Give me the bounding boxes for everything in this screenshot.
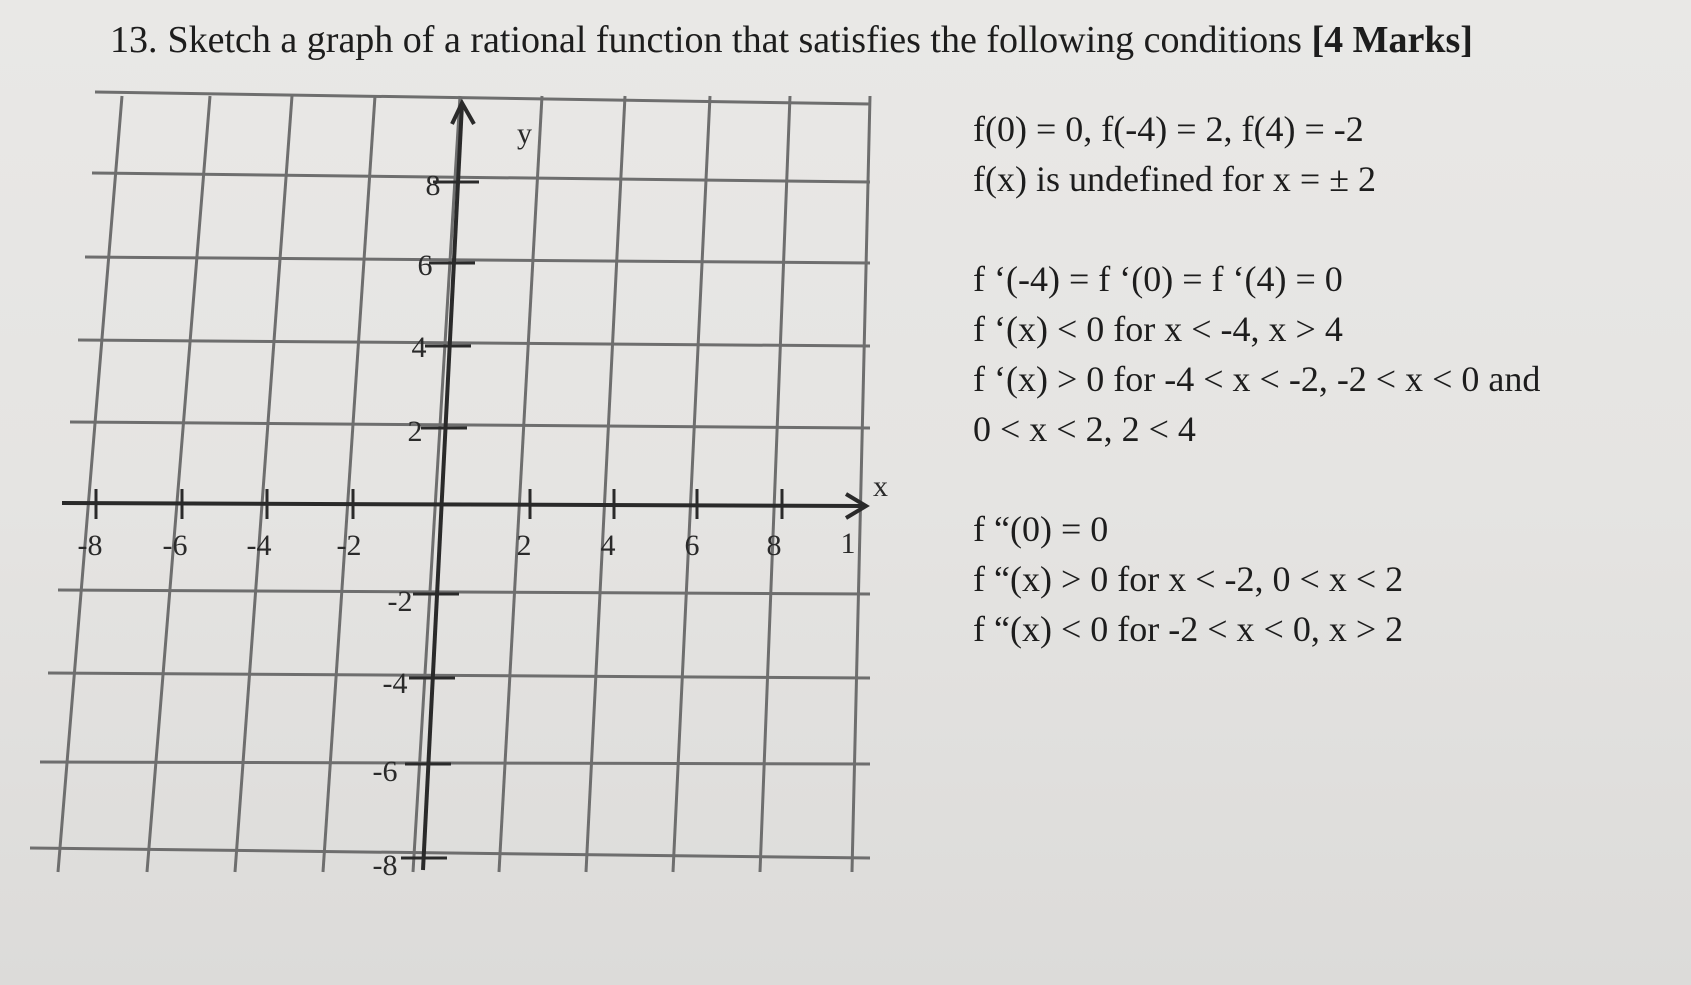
grid-line-vertical [147, 96, 210, 872]
grid-line-vertical [673, 96, 710, 872]
grid-line-vertical [58, 96, 122, 872]
grid-line-horizontal [85, 257, 870, 263]
condition-function-values: f(0) = 0, f(-4) = 2, f(4) = -2 [973, 109, 1364, 149]
x-tick-label: 1 [840, 527, 856, 560]
x-tick-label: 8 [766, 529, 782, 562]
y-tick-label: 6 [417, 249, 433, 282]
x-axis-label: x [873, 470, 888, 503]
x-tick-label: -6 [162, 529, 188, 562]
condition-increasing: f ‘(x) > 0 for -4 < x < -2, -2 < x < 0 and [973, 359, 1541, 399]
grid-line-vertical [852, 96, 870, 872]
y-tick-label: -6 [372, 755, 398, 788]
conditions-list [973, 104, 1673, 654]
question-number: 13. [110, 19, 158, 61]
axes [62, 103, 866, 870]
x-tick-label: -8 [77, 529, 103, 562]
grid-line-vertical [323, 96, 375, 872]
grid-lines [30, 92, 870, 872]
y-tick-label: -2 [387, 585, 413, 618]
y-tick-label: 2 [407, 415, 423, 448]
grid-line-vertical [586, 96, 625, 872]
grid-line-horizontal [92, 173, 870, 182]
condition-inflection: f “(0) = 0 [973, 509, 1109, 549]
grid-line-horizontal [48, 673, 870, 678]
y-tick-label: -4 [382, 667, 408, 700]
condition-critical-points: f ‘(-4) = f ‘(0) = f ‘(4) = 0 [973, 259, 1343, 299]
grid-line-horizontal [58, 590, 870, 594]
condition-increasing-cont: 0 < x < 2, 2 < 4 [973, 409, 1196, 449]
grid-line-vertical [760, 96, 790, 872]
grid-line-vertical [235, 96, 292, 872]
x-tick-label: -4 [246, 529, 272, 562]
condition-undefined-points: f(x) is undefined for x = ± 2 [973, 159, 1376, 199]
grid-line-vertical [413, 96, 460, 872]
y-tick-label: -8 [372, 849, 398, 882]
grid-line-vertical [499, 96, 542, 872]
y-tick-label: 4 [411, 331, 427, 364]
x-tick-label: 6 [684, 529, 700, 562]
grid-line-horizontal [78, 340, 870, 346]
x-tick-label: -2 [336, 529, 362, 562]
condition-concave-up: f “(x) > 0 for x < -2, 0 < x < 2 [973, 559, 1404, 599]
grid-line-horizontal [70, 422, 870, 428]
question-prompt: Sketch a graph of a rational function that satisfies the following conditions [167, 19, 1302, 61]
grid-line-horizontal [40, 762, 870, 764]
y-axis [423, 104, 462, 870]
x-tick-label: 4 [600, 529, 616, 562]
x-tick-label: 2 [516, 529, 532, 562]
question-marks: [4 Marks] [1311, 19, 1473, 61]
condition-concave-down: f “(x) < 0 for -2 < x < 0, x > 2 [973, 609, 1404, 649]
y-axis-label: y [517, 117, 532, 150]
grid-line-horizontal [30, 848, 870, 858]
y-tick-label: 8 [425, 169, 441, 202]
condition-decreasing: f ‘(x) < 0 for x < -4, x > 4 [973, 309, 1343, 349]
